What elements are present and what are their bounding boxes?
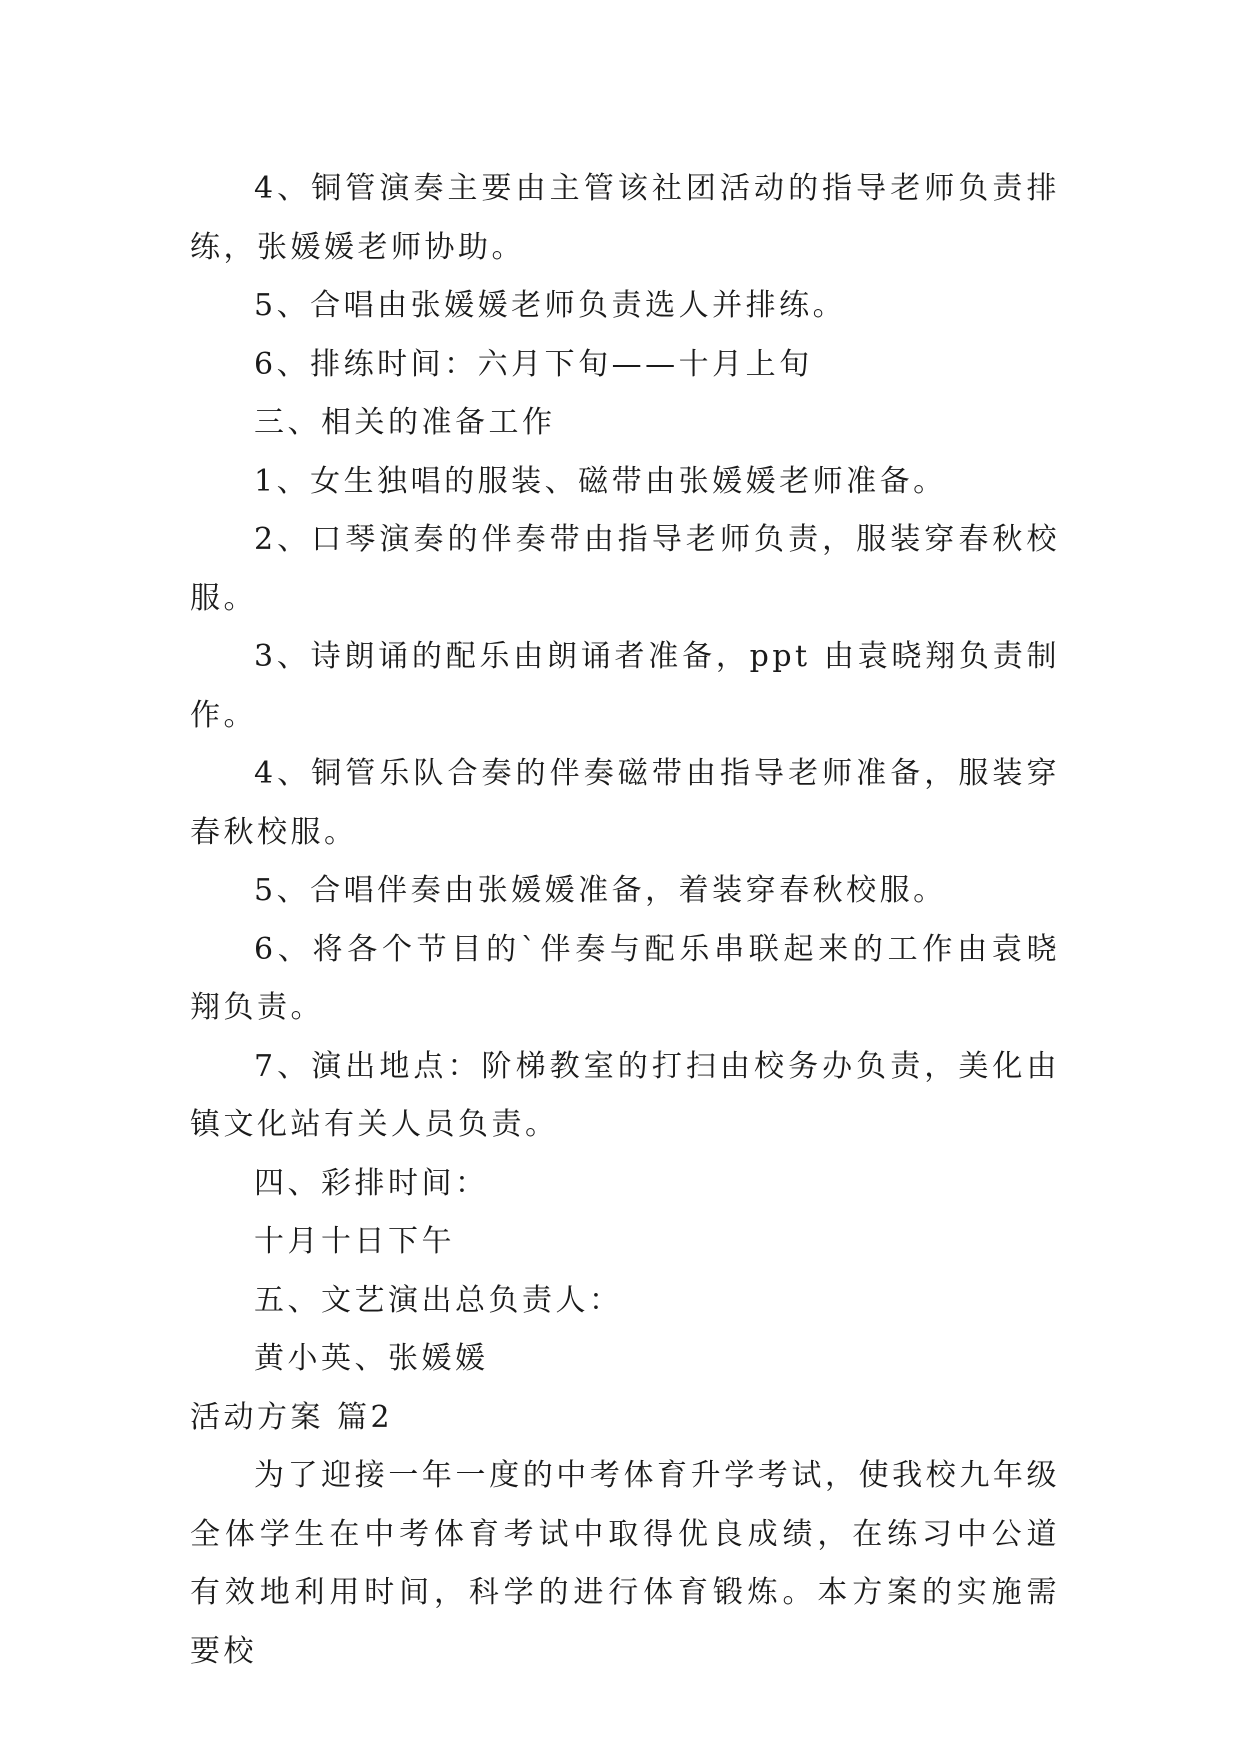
paragraph-solo-costume: 1、女生独唱的服装、磁带由张媛媛老师准备。 — [254, 463, 947, 499]
heading-preparation-work: 三、相关的准备工作 — [254, 405, 556, 440]
paragraph-chorus-accompaniment: 5、合唱伴奏由张媛媛准备，着装穿春秋校服。 — [254, 873, 947, 908]
paragraph-harmonica: 2、口琴演奏的伴奏带由指导老师负责，服装穿春秋校服。 — [190, 522, 1060, 616]
paragraph-brass-rehearsal: 4、铜管演奏主要由主管该社团活动的指导老师负责排练，张媛媛老师协助。 — [190, 171, 1060, 265]
paragraph-venue: 7、演出地点：阶梯教室的打扫由校务办负责，美化由镇文化站有关人员负责。 — [190, 1048, 1060, 1142]
heading-chief-responsible: 五、文艺演出总负责人： — [254, 1282, 623, 1318]
paragraph-chorus-rehearsal: 5、合唱由张媛媛老师负责选人并排练。 — [254, 288, 847, 323]
heading-dress-rehearsal-time: 四、彩排时间： — [254, 1165, 489, 1201]
section-heading: 活动方案 篇2 — [190, 1399, 394, 1435]
paragraph-responsible-names: 黄小英、张媛媛 — [254, 1341, 489, 1376]
paragraph-program-linking: 6、将各个节目的`伴奏与配乐串联起来的工作由袁晓翔负责。 — [190, 931, 1060, 1025]
paragraph-intro-plan: 为了迎接一年一度的中考体育升学考试，使我校九年级全体学生在中考体育考试中取得优良成绩，在练习中公道有效地利用时间，科学的进行体育锻炼。本方案的实施需要校 — [190, 1458, 1060, 1669]
paragraph-rehearsal-date: 十月十日下午 — [254, 1224, 455, 1259]
paragraph-rehearsal-time: 6、排练时间：六月下旬——十月上旬 — [254, 346, 813, 382]
document-page — [190, 160, 1060, 1681]
paragraph-brass-band: 4、铜管乐队合奏的伴奏磁带由指导老师准备，服装穿春秋校服。 — [190, 756, 1060, 850]
paragraph-poetry-recital: 3、诗朗诵的配乐由朗诵者准备，ppt 由袁晓翔负责制作。 — [190, 639, 1060, 733]
